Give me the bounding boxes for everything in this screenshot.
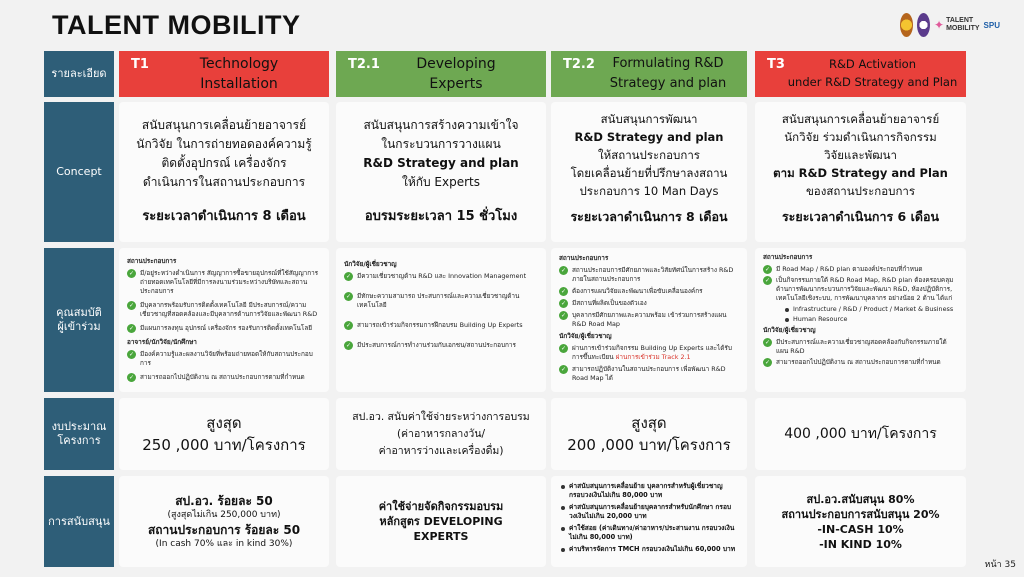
support-line: สถานประกอบการสนับสนุน 20% [781,507,940,521]
track-title-line2: Installation [200,76,278,92]
concept-line: ตาม R&D Strategy and Plan [773,166,948,180]
column-header-t22 [551,51,747,97]
concept-line: ในกระบวนการวางแผน [381,137,501,151]
check-icon: ✓ [764,266,771,273]
check-icon: ✓ [560,345,567,352]
budget-line: สูงสุด [631,414,667,432]
budget-amount: 250 ,000 บาท/โครงการ [142,436,306,454]
qualifications-t3 [755,248,966,392]
check-icon: ✓ [128,325,135,332]
check-icon: ✓ [345,342,352,349]
qual-subheading: สถานประกอบการ [559,254,609,262]
row-header-concept [44,102,114,242]
track-title-line1: R&D Activation [828,57,917,71]
qual-item-text: มี/อยู่ระหว่างดำเนินการ สัญญาการซื้อขายอุปกรณ์ที่ใช้สัญญาการถ่ายทอดเทคโนโลยีที่มีการลงนามร่วมระหว่างบริษัทและสถานประกอบการ [140,269,319,295]
row-label: การสนับสนุน [48,514,110,528]
qual-item-text: มีทักษะความสามารถ ประสบการณ์และความเชี่ยวชาญด้านเทคโนโลยี [357,292,520,309]
support-item-text: ค่าสนับสนุนการเคลื่อนย้าย บุคลากรสำหรับผู้เชี่ยวชาญ กรอบวงเงินไม่เกิน 80,000 บาท [569,482,723,499]
support-t1 [119,476,329,567]
support-item-text: ค่าใช้สอย (ค่าเดินทาง/ค่าอาหาร/ประสานงาน กรอบวงเงินไม่เกิน 80,000 บาท) [569,524,735,541]
track-title [149,54,329,94]
concept-line: สนับสนุนการพัฒนา [600,112,698,126]
track-title-line2: under R&D Strategy and Plan [787,75,958,89]
qual-item-text: มีสถานที่ผลิตเป็นของตัวเอง [572,299,647,307]
row-label: โครงการ [57,434,101,447]
support-line: สป.อว.สนับสนุน 80% [806,492,915,506]
qual-item-text: มีความเชี่ยวชาญด้าน R&D และ Innovation Management [357,272,527,280]
qual-item [763,358,958,367]
support-line: หลักสูตร DEVELOPING [379,515,503,528]
qual-item [127,324,321,333]
concept-line: โดยเคลื่อนย้ายที่ปรึกษาลงสถาน [570,166,728,180]
check-icon: ✓ [345,273,352,280]
track-title [779,55,966,91]
budget-amount: 400 ,000 บาท/โครงการ [784,426,937,442]
track-code: T1 [131,57,149,72]
concept-text [571,110,728,200]
support-line: สป.อว. ร้อยละ 50 [175,493,273,508]
concept-line: ให้สถานประกอบการ [598,148,700,162]
qual-item-text: บุคลากรมีศักยภาพและความพร้อม เข้าร่วมการสร้างแผน R&D Road Map [572,311,727,328]
row-label: ผู้เข้าร่วม [57,320,101,333]
check-icon: ✓ [345,322,352,329]
row-label: คุณสมบัติ [56,306,102,319]
qual-item-highlight: ผ่านการเข้าร่วม Track 2.1 [615,353,691,361]
concept-line: สนับสนุนการเคลื่อนย้ายอาจารย์ [141,118,307,132]
concept-t22 [551,102,747,242]
qual-item [559,266,739,284]
track-title-line1: Developing [416,56,496,72]
concept-line: สนับสนุนการสร้างความเข้าใจ [363,118,519,132]
track-title-line1: Technology [199,56,279,72]
qual-item-text [572,344,739,362]
university-seal-icon [900,13,913,37]
concept-line: นักวิจัย ในการถ่ายทอดองค์ความรู้ [136,137,312,151]
qualifications-t1 [119,248,329,392]
concept-text [773,110,948,200]
qual-subheading: สถานประกอบการ [763,253,813,261]
star-icon: ✦ [934,18,945,32]
qual-item-text: มีแผนการลงทุน อุปกรณ์ เครื่องจักร รองรับการติดตั้งเทคโนโลยี [140,324,312,332]
qual-item-text: สามารถออกไปปฏิบัติงาน ณ สถานประกอบการตามที่กำหนด [140,373,305,381]
concept-t3 [755,102,966,242]
qual-item [127,350,321,368]
budget-amount: 200 ,000 บาท/โครงการ [567,436,731,454]
track-title-line1: Formulating R&D [612,56,724,71]
check-icon: ✓ [764,277,771,284]
ministry-seal-icon [917,13,930,37]
qual-item [127,373,321,382]
bullet-icon [561,506,565,510]
column-header-t21 [336,51,546,97]
support-t21 [336,476,546,567]
support-t22 [551,476,747,567]
qual-item [559,287,739,296]
support-item [561,503,739,521]
budget-t21 [336,398,546,470]
page-number: หน้า 35 [984,560,1016,570]
bullet-icon [785,308,789,312]
qual-item-text: สถานประกอบการมีศักยภาพและวิสัยทัศน์ในการสร้าง R&D ภายในสถานประกอบการ [572,266,734,283]
concept-line: ดำเนินการในสถานประกอบการ [142,175,306,189]
concept-text [136,116,312,192]
qual-subheading: นักวิจัย/ผู้เชี่ยวชาญ [559,332,612,340]
track-code: T3 [767,57,785,72]
concept-line: นักวิจัย ร่วมดำเนินการกิจกรรม [784,130,937,144]
concept-line: วิจัยและพัฒนา [824,148,897,162]
qual-bullet [785,305,958,314]
row-header-support [44,476,114,567]
budget-t22 [551,398,747,470]
tm-logo-line1: TALENT [946,17,974,24]
qual-item [344,272,538,281]
concept-duration: ระยะเวลาดำเนินการ 6 เดือน [781,209,940,224]
qual-bullet [785,315,958,324]
concept-line: ของสถานประกอบการ [805,184,916,198]
check-icon: ✓ [560,312,567,319]
qual-item-text: มีประสบการณ์การทำงานร่วมกับเอกชน/สถานประกอบการ [357,341,516,349]
qual-item [763,265,958,274]
support-item [561,545,739,554]
qual-item [559,299,739,308]
support-line: สถานประกอบการ ร้อยละ 50 [147,522,301,537]
qual-item-text: มีประสบการณ์และความเชี่ยวชาญสอดคล้องกับกิจกรรมภายใต้แผน R&D [776,338,947,355]
row-label: Concept [56,165,102,178]
qual-item-text: มีบุคลากรพร้อมรับการติดตั้งเทคโนโลยี มีประสบการณ์/ความเชี่ยวชาญที่สอดคล้องและมีบุคลากรด้านการวิจัยและพัฒนา R&D [140,301,318,318]
spu-logo: SPU [983,20,1000,30]
qual-item [127,301,321,319]
qual-item-text: ต้องการแผนวิจัยและพัฒนาเพื่อขับเคลื่อนองค์กร [572,287,703,295]
support-line: ค่าใช้จ่ายจัดกิจกรรมอบรม [378,500,504,513]
check-icon: ✓ [560,267,567,274]
qual-item-text: มี Road Map / R&D plan ตามองค์ประกอบที่กำหนด [776,265,923,273]
check-icon: ✓ [764,359,771,366]
qual-item-text: สามารถออกไปปฏิบัติงาน ณ สถานประกอบการตามที่กำหนด [776,358,941,366]
qual-item-text: สามารถปฏิบัติงานในสถานประกอบการ เพื่อพัฒนา R&D Road Map ได้ [572,365,726,382]
support-item-text: ค่าบริหารจัดการ TMCH กรอบวงเงินไม่เกิน 60,000 บาท [569,545,736,553]
concept-duration: อบรมระยะเวลา 15 ชั่วโมง [364,209,518,224]
support-item [561,524,739,542]
concept-line: สนับสนุนการเคลื่อนย้ายอาจารย์ [781,112,940,126]
budget-line: (ค่าอาหารกลางวัน/ [396,427,486,440]
column-header-t1 [119,51,329,97]
concept-line: ติดตั้งอุปกรณ์ เครื่องจักร [161,156,287,170]
row-label: งบประมาณ [51,420,107,433]
qual-item-text-part: ผ่านการเข้าร่วมกิจกรรม Building Up Experts และได้รับการขึ้นทะเบียน [572,344,732,361]
qual-item-text: มีองค์ความรู้และผลงานวิจัยที่พร้อมถ่ายทอดให้กับสถานประกอบการ [140,350,313,367]
qual-item-text: สามารถเข้าร่วมกิจกรรมการฝึกอบรม Building Up Experts [357,321,523,329]
bullet-icon [561,527,565,531]
support-line: -IN-CASH 10% [817,522,904,536]
row-label: รายละเอียด [51,67,107,80]
support-t3 [755,476,966,567]
budget-line: ค่าอาหารว่างและเครื่องดื่ม) [378,444,504,457]
concept-line: ประกอบการ 10 Man Days [579,184,719,198]
track-code: T2.2 [563,57,595,72]
qual-item [344,321,538,330]
support-item [561,482,739,500]
row-header-budget [44,398,114,470]
concept-line: R&D Strategy and plan [363,156,519,170]
budget-t3 [755,398,966,470]
qual-subheading: สถานประกอบการ [127,257,177,265]
check-icon: ✓ [560,300,567,307]
track-title-line2: Experts [429,76,483,92]
check-icon: ✓ [128,374,135,381]
qualifications-t22 [551,248,747,392]
concept-line: R&D Strategy and plan [574,130,724,144]
budget-t1 [119,398,329,470]
concept-duration: ระยะเวลาดำเนินการ 8 เดือน [570,209,728,224]
talent-mobility-logo [934,17,980,33]
check-icon: ✓ [345,293,352,300]
budget-line: สูงสุด [206,414,242,432]
bullet-icon [785,318,789,322]
bullet-icon [561,548,565,552]
qual-subheading: นักวิจัย/ผู้เชี่ยวชาญ [344,260,397,268]
page-title: TALENT MOBILITY [52,10,301,40]
track-title [366,54,546,94]
row-header-qualifications [44,248,114,392]
support-line: EXPERTS [413,530,469,543]
qual-item [559,344,739,362]
check-icon: ✓ [764,339,771,346]
check-icon: ✓ [560,288,567,295]
check-icon: ✓ [128,351,135,358]
track-title [589,54,747,94]
qual-item [763,276,958,303]
qualifications-t21 [336,248,546,392]
column-header-t3 [755,51,966,97]
check-icon: ✓ [128,302,135,309]
qual-bullet-text: Infrastructure / R&D / Product / Market & Business [793,305,954,313]
check-icon: ✓ [560,366,567,373]
qual-item [127,269,321,296]
concept-t1 [119,102,329,242]
check-icon: ✓ [128,270,135,277]
qual-item-text: เป็นกิจกรรมภายใต้ R&D Road Map, R&D plan ต้องครอบคลุมด้านการพัฒนากระบวนการวิจัยและพัฒนา R&D, ห้องปฏิบัติการ, เทคโนโลยีเชิงระบบ, การพัฒนาบุคลากร อย่างน้อย 2 ด้าน ได้แก่ [776,276,954,302]
concept-t21 [336,102,546,242]
qual-item [763,338,958,356]
qual-subheading: นักวิจัย/ผู้เชี่ยวชาญ [763,326,816,334]
qual-bullet-text: Human Resource [793,315,848,323]
row-header-details [44,51,114,97]
support-line: (สูงสุดไม่เกิน 250,000 บาท) [167,509,281,520]
track-code: T2.1 [348,57,380,72]
qual-item [344,292,538,310]
qual-subheading: อาจารย์/นักวิจัย/นักศึกษา [127,338,197,346]
qual-item [559,365,739,383]
qual-item [344,341,538,350]
budget-line: สป.อว. สนับค่าใช้จ่ายระหว่างการอบรม [352,410,530,423]
concept-line: ให้กับ Experts [401,175,481,189]
support-item-text: ค่าสนับสนุนการเคลื่อนย้ายบุคลากรสำหรับนักศึกษา กรอบวงเงินไม่เกิน 20,000 บาท [569,503,732,520]
track-title-line2: Strategy and plan [609,76,727,91]
bullet-icon [561,485,565,489]
concept-text [363,116,518,192]
support-line: -IN KIND 10% [819,537,902,551]
qual-item [559,311,739,329]
support-line: (In cash 70% และ in kind 30%) [155,538,293,549]
logo-group [900,8,1000,42]
tm-logo-line2: MOBILITY [946,25,980,32]
concept-duration: ระยะเวลาดำเนินการ 8 เดือน [142,209,306,224]
